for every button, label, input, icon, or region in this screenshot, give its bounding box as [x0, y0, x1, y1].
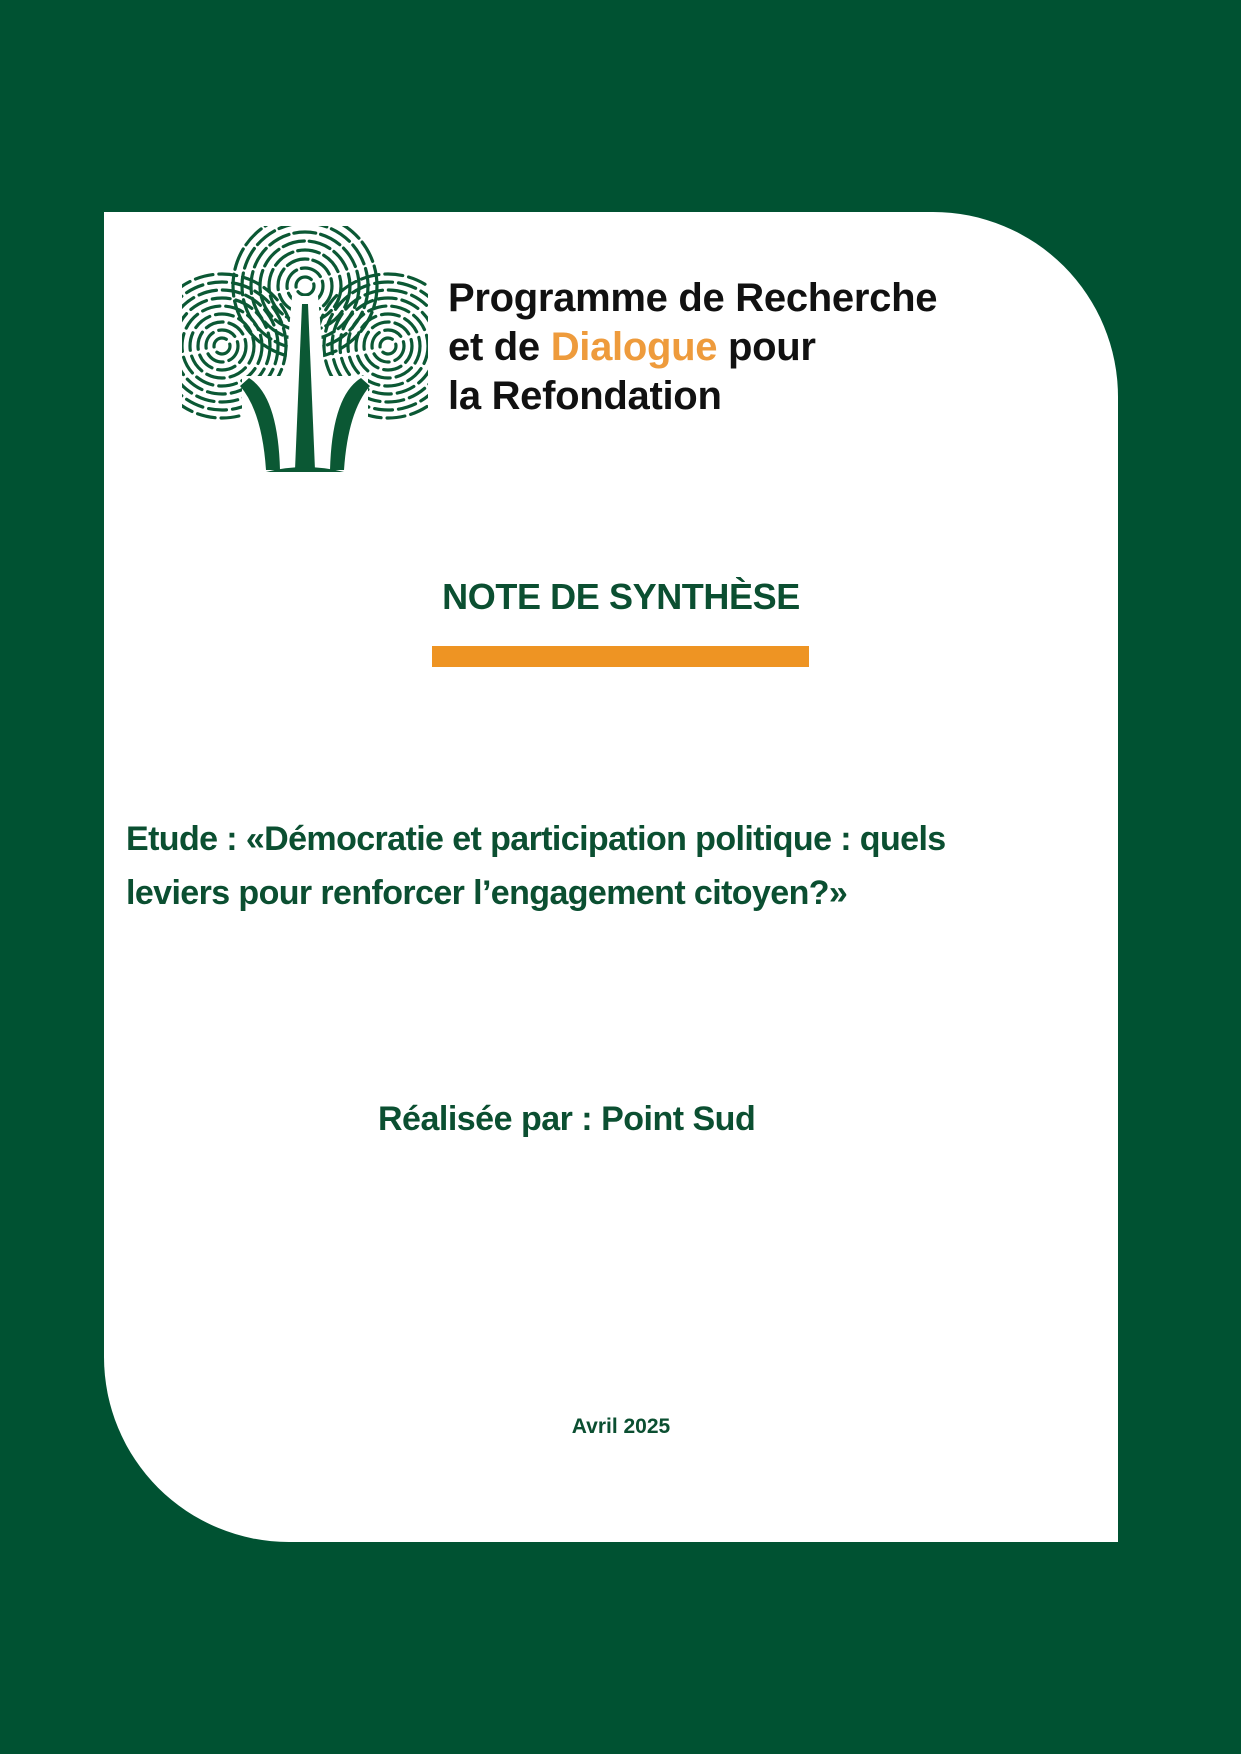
author-credit: Réalisée par : Point Sud [378, 1100, 756, 1138]
study-title-line-1: Etude : «Démocratie et participation politique : quels [126, 820, 946, 858]
heading-underline-rule [432, 646, 809, 667]
cover-card [104, 212, 1118, 1542]
organization-name-line-2 [448, 323, 937, 372]
publication-date: Avril 2025 [571, 1415, 671, 1438]
tree-fingerprint-icon [182, 226, 428, 472]
organization-name-line-3: la Refondation [448, 374, 722, 418]
organization-name-line-1: Programme de Recherche [448, 276, 938, 320]
document-type-heading: NOTE DE SYNTHÈSE [442, 576, 800, 617]
organization-name-accent: Dialogue [550, 325, 718, 369]
study-title-line-2: leviers pour renforcer l’engagement citoyen?» [126, 874, 848, 912]
organization-name-line-2-suffix: pour [717, 325, 816, 369]
study-title [126, 812, 1111, 920]
organization-name [448, 274, 937, 421]
organization-name-line-2-prefix: et de [448, 325, 551, 369]
